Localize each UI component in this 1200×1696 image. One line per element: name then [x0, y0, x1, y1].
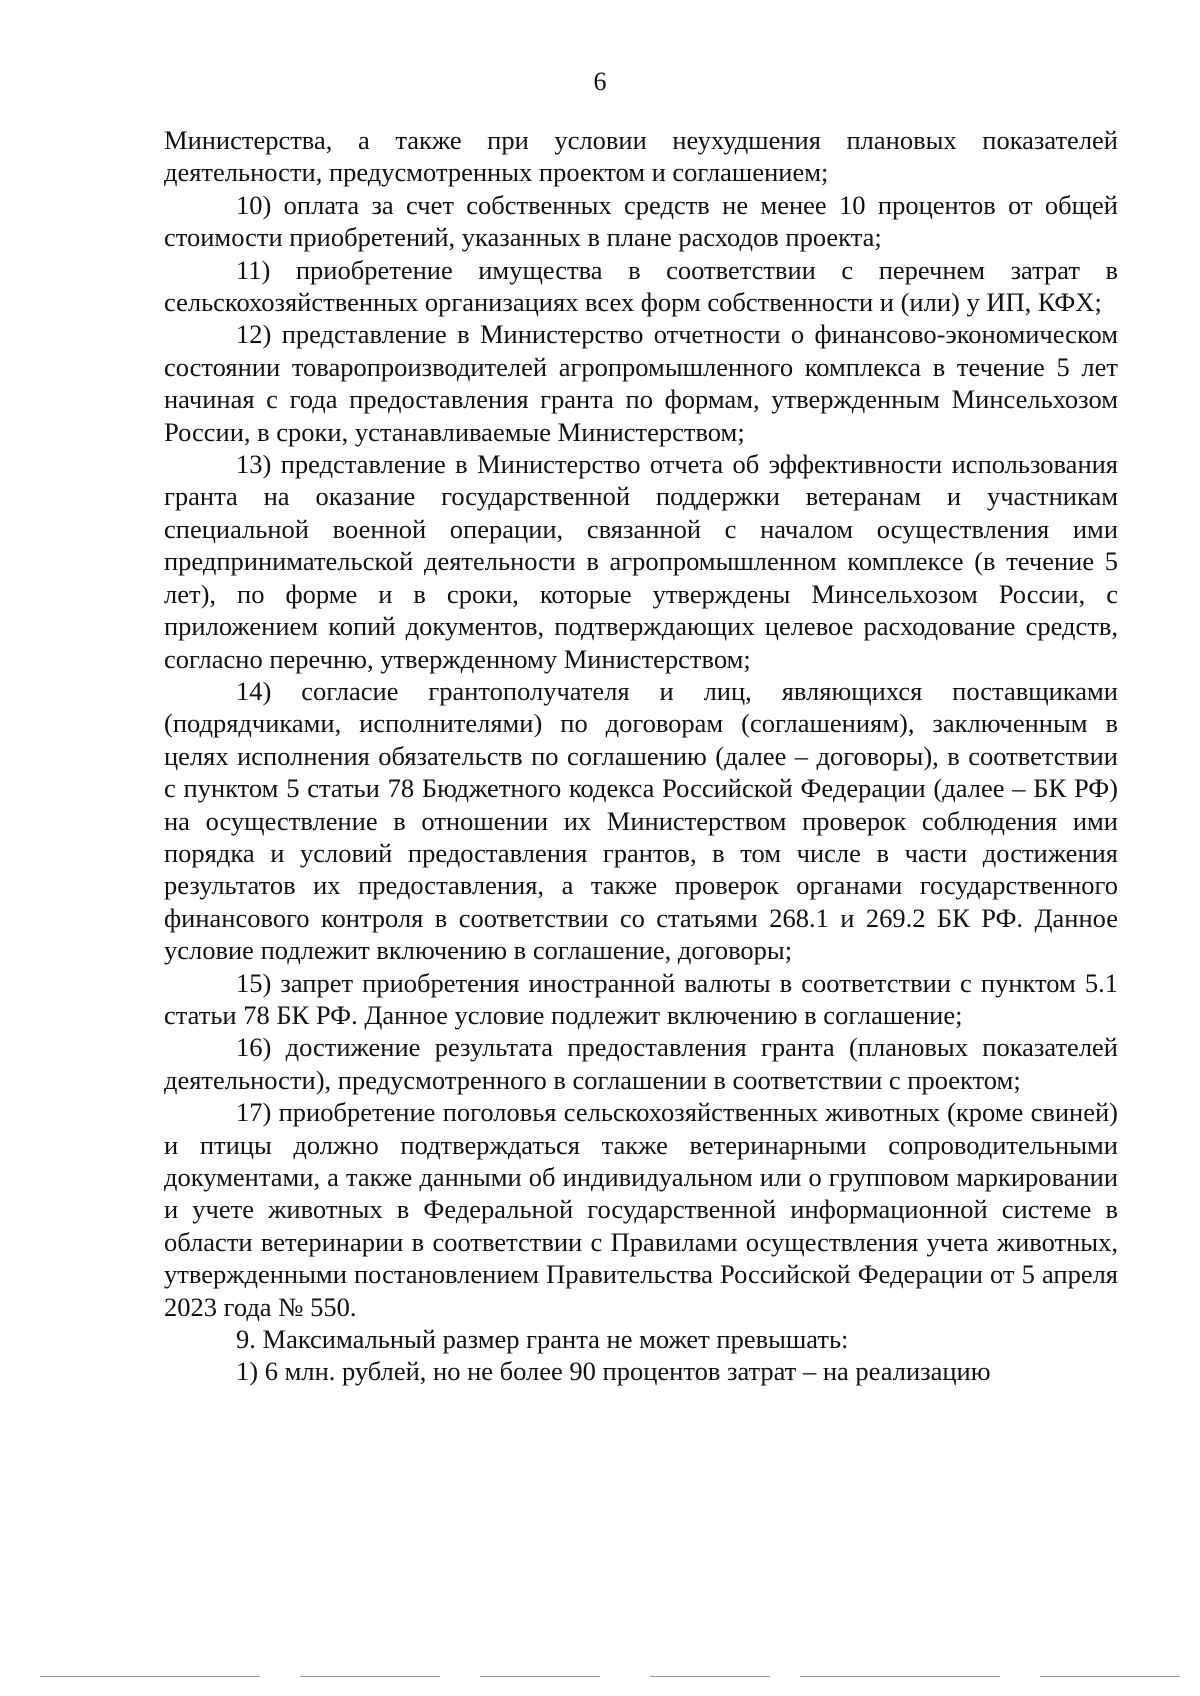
paragraph-item-13: 13) представление в Министерство отчета об эффективности использования гранта на оказание государственной поддержки ветеранам и участникам специальной военной операции, связанной с началом осуществления ими предпринимательской деятельности в агропромышленном комплексе (в течение 5 лет), по форме и в сроки, которые утверждены Минсельхозом России, с приложением копий документов, подтверждающих целевое расходование средств, согласно перечню, утвержденному Министерством; [164, 449, 1118, 674]
scan-artifact-line [40, 1676, 260, 1677]
paragraph-item-11: 11) приобретение имущества в соответствии с перечнем затрат в сельскохозяйственных организациях всех форм собственности и (или) у ИП, КФХ; [164, 254, 1118, 318]
paragraph-continuation-ministry: Министерства, а также при условии неухудшения плановых показателей деятельности, предусмотренных проектом и соглашением; [164, 125, 1118, 188]
page-number: 6 [593, 67, 607, 96]
paragraph-section-9: 9. Максимальный размер гранта не может превышать: [236, 1324, 849, 1355]
scan-artifact-line [300, 1676, 440, 1677]
paragraph-section-9-item-1: 1) 6 млн. рублей, но не более 90 процентов затрат – на реализацию [236, 1356, 991, 1387]
scan-artifact-line [800, 1676, 1000, 1677]
paragraph-item-15: 15) запрет приобретения иностранной валюты в соответствии с пунктом 5.1 статьи 78 БК РФ. Данное условие подлежит включению в соглашение; [164, 967, 1118, 1030]
paragraph-item-16: 16) достижение результата предоставления гранта (плановых показателей деятельности), предусмотренного в соглашении в соответствии с проектом; [164, 1032, 1118, 1095]
document-body [164, 124, 1118, 1388]
scan-artifact-line [1040, 1676, 1180, 1677]
paragraph-item-10: 10) оплата за счет собственных средств не менее 10 процентов от общей стоимости приобретений, указанных в плане расходов проекта; [164, 189, 1118, 253]
scan-artifact-line [650, 1676, 770, 1677]
scan-artifact-line [480, 1676, 600, 1677]
paragraph-item-12: 12) представление в Министерство отчетности о финансово-экономическом состоянии товаропроизводителей агропромышленного комплекса в течение 5 лет начиная с года предоставления гранта по формам, утвержденным Минсельхозом России, в сроки, устанавливаемые Министерством; [164, 319, 1118, 447]
paragraph-item-14: 14) согласие грантополучателя и лиц, являющихся поставщиками (подрядчиками, исполнителями) по договорам (соглашениям), заключенным в целях исполнения обязательств по соглашению (далее – договоры), в соответствии с пунктом 5 статьи 78 Бюджетного кодекса Российской Федерации (далее – БК РФ) на осуществление в отношении их Министерством проверок соблюдения ими порядка и условий предоставления грантов, в том числе в части достижения результатов их предоставления, а также проверок органами государственного финансового контроля в соответствии со статьями 268.1 и 269.2 БК РФ. Данное условие подлежит включению в соглашение, договоры; [164, 675, 1118, 966]
paragraph-item-17: 17) приобретение поголовья сельскохозяйственных животных (кроме свиней) и птицы должно подтверждаться также ветеринарными сопроводительными документами, а также данными об индивидуальном или о групповом маркировании и учете животных в Федеральной государственной информационной системе в области ветеринарии в соответствии с Правилами осуществления учета животных, утвержденными постановлением Правительства Российской Федерации от 5 апреля 2023 года № 550. [164, 1097, 1118, 1322]
